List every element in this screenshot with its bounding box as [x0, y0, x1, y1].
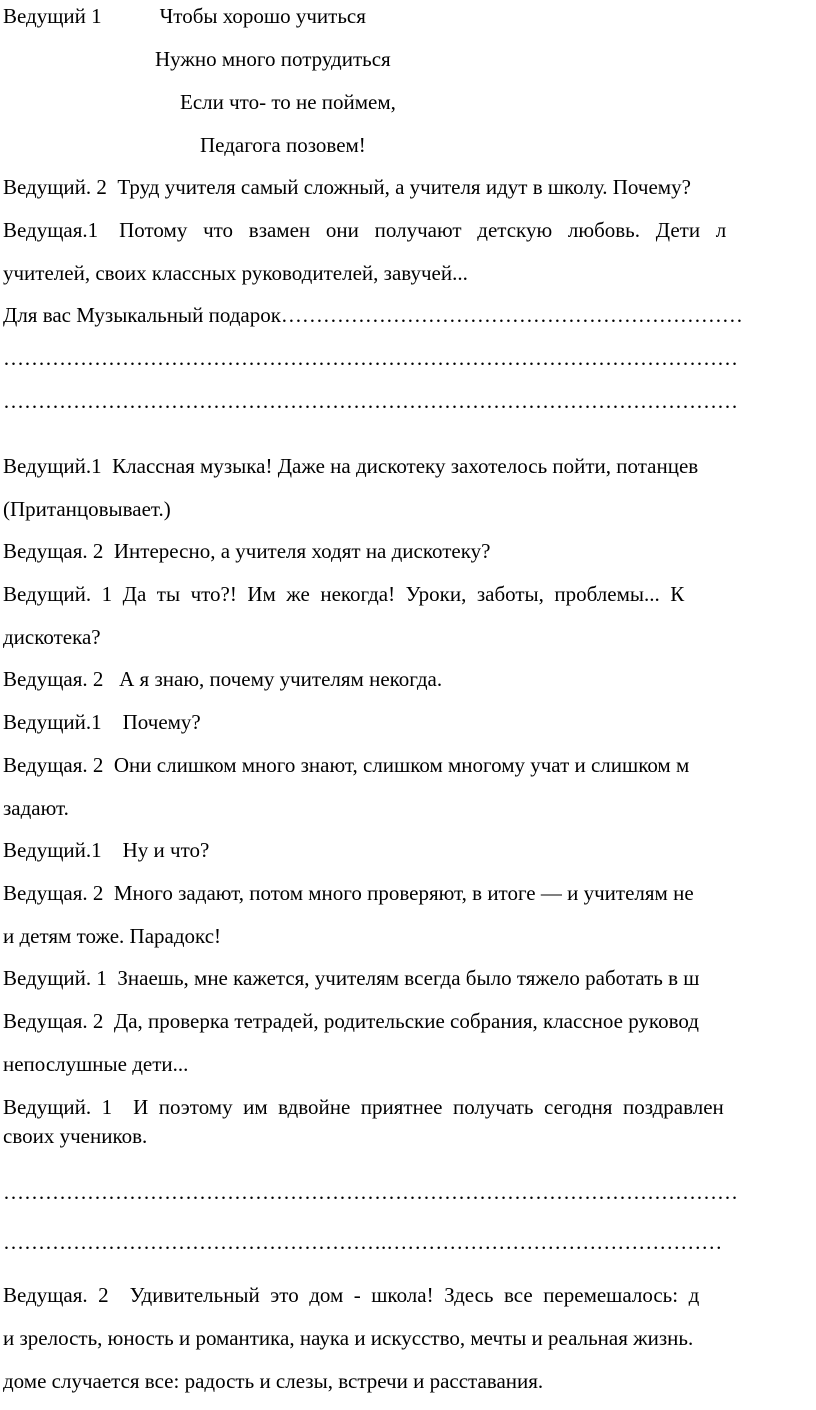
- line-text: Ведущий.1 Классная музыка! Даже на дискотеку захотелось пойти, потанцев: [3, 454, 699, 478]
- text-line: [3, 665, 442, 693]
- text-line: [3, 301, 743, 329]
- line-text: ……………………………………………………………………………………………: [3, 1180, 738, 1204]
- speaker-label: Ведущий 1: [3, 4, 102, 28]
- line-text: Ведущий. 1 И поэтому им вдвойне приятнее получать сегодня поздравлен: [3, 1095, 724, 1119]
- dotted-line: [3, 387, 738, 415]
- text-line: [3, 216, 726, 244]
- text-line: Педагога позовем!: [200, 133, 366, 157]
- text-line: [3, 879, 694, 907]
- text-line: [3, 537, 490, 565]
- text-line: учителей, своих классных руководителей, завучей...: [3, 261, 468, 285]
- text-line: [3, 836, 209, 864]
- line-text: Ведущая. 2 А я знаю, почему учителям некогда.: [3, 667, 443, 691]
- dotted-line: [3, 1228, 722, 1256]
- line-text: Ведущий.1 Ну и что?: [3, 838, 210, 862]
- text-line: своих учеников.: [3, 1124, 148, 1148]
- line-text: и зрелость, юность и романтика, наука и искусство, мечты и реальная жизнь.: [3, 1326, 694, 1350]
- line-text: Ведущая. 2 Удивительный это дом - школа! Здесь все перемешалось: д: [3, 1283, 700, 1307]
- text-line: [3, 751, 689, 779]
- dotted-line: [3, 1178, 738, 1206]
- text-line: [3, 1093, 724, 1121]
- line-text: Ведущий. 1 Да ты что?! Им же некогда! Уроки, заботы, проблемы... К: [3, 582, 685, 606]
- line-text: Ведущая. 2 Много задают, потом много проверяют, в итоге — и учителям не: [3, 881, 694, 905]
- text-line: [3, 708, 201, 736]
- text-line: непослушные дети...: [3, 1052, 189, 1076]
- line-text: Ведущий. 1 Знаешь, мне кажется, учителям всегда было тяжело работать в ш: [3, 966, 700, 990]
- text-line: [3, 2, 366, 30]
- text-line: [3, 452, 698, 480]
- line-text: Ведущий. 2 Труд учителя самый сложный, а учителя идут в школу. Почему?: [3, 175, 691, 199]
- text-line: [3, 1324, 693, 1352]
- text-line: [3, 580, 684, 608]
- text-line: [3, 1281, 699, 1309]
- line-text: Для вас Музыкальный подарок…………………………………………………………: [3, 303, 743, 327]
- line-text: Чтобы хорошо учиться: [159, 4, 366, 28]
- text-line: задают.: [3, 796, 69, 820]
- line-text: ……………………………………………………………………………………………: [3, 389, 738, 413]
- text-line: и детям тоже. Парадокс!: [3, 924, 222, 948]
- line-text: Ведущая. 2 Интересно, а учителя ходят на дискотеку?: [3, 539, 491, 563]
- line-text: ……………………………………………………………………………………………: [3, 346, 738, 370]
- text-line: [3, 964, 699, 992]
- line-text: ……………………………………………….…………………………………………: [3, 1230, 723, 1254]
- line-text: Ведущая.1 Потому что взамен они получают детскую любовь. Дети л: [3, 218, 727, 242]
- text-line: Если что- то не поймем,: [180, 90, 396, 114]
- text-line: [3, 1007, 699, 1035]
- text-line: (Пританцовывает.): [3, 497, 171, 521]
- line-text: Ведущая. 2 Да, проверка тетрадей, родительские собрания, классное руковод: [3, 1009, 699, 1033]
- text-line: доме случается все: радость и слезы, встречи и расставания.: [3, 1369, 544, 1393]
- text-line: Нужно много потрудиться: [155, 47, 391, 71]
- dotted-line: [3, 344, 738, 372]
- line-text: Ведущий.1 Почему?: [3, 710, 201, 734]
- text-line: дискотека?: [3, 625, 101, 649]
- line-text: Ведущая. 2 Они слишком много знают, слишком многому учат и слишком м: [3, 753, 690, 777]
- text-line: [3, 173, 691, 201]
